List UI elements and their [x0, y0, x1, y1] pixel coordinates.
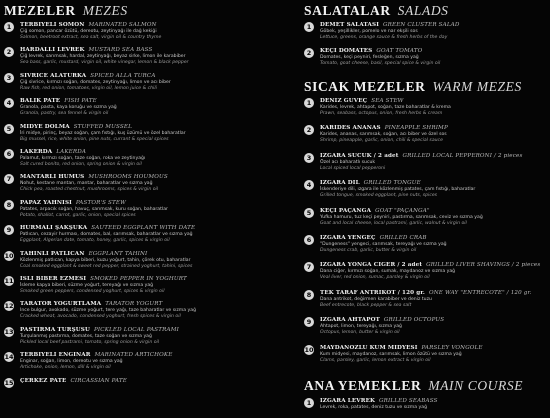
menu-item: [4, 352, 276, 377]
item-number-badge: 2: [304, 125, 314, 135]
item-description-en: Clams, parsley, garlic, lemon extract & virgin oil: [320, 357, 431, 363]
item-name-en: FISH PÂTÉ: [64, 98, 97, 105]
item-text: [320, 208, 544, 227]
item-name-tr: SİVRİCE ALATURKA: [20, 72, 87, 79]
item-number-badge: 6: [4, 149, 14, 159]
item-description: Çiğ somon, pancar özütü, dereotu, zeytinyağı ile dağ kekiği: [20, 29, 157, 34]
item-name-tr: İSLİ BİBER EZMESİ: [20, 276, 87, 282]
item-name-en: MARINATED SALMON: [88, 22, 157, 28]
item-name-en: SAUTEED EGGPLANT WITH DATE: [91, 225, 196, 232]
item-description-en: Local spiced local pepperoni: [320, 165, 386, 171]
item-number-badge: 2: [4, 47, 14, 57]
item-name: [20, 22, 276, 29]
salads-title: [304, 2, 449, 20]
menu-item: [304, 208, 544, 235]
item-text: [20, 98, 276, 117]
item-text: [320, 153, 544, 172]
item-description-en: Eggplant, Algerian date, tomato, honey, garlic, spices & virgin oil: [20, 238, 170, 244]
mezes-title: [4, 2, 128, 20]
item-description-en: Smoked green peppers, condensed yoghurt, spices & virgin oil: [20, 289, 165, 294]
item-name: [20, 124, 276, 131]
item-text: [320, 48, 544, 67]
item-number-badge: 3: [304, 153, 314, 163]
item-number-badge: 1: [304, 398, 314, 408]
item-name: [320, 22, 544, 29]
item-number-badge: 1: [4, 22, 14, 32]
item-description: İri midye, pirinç, beyaz soğan, çam fıstığı, kuş üzümü ve özel baharatlar: [20, 130, 186, 136]
menu-item: [4, 124, 276, 149]
item-name-en: GRILLED TONGUE: [363, 180, 421, 187]
item-name-tr: TERBİYELİ ENGİNAR: [20, 352, 91, 359]
item-name: [320, 98, 544, 105]
item-number-badge: 3: [4, 73, 14, 83]
item-name-en: EGGPLANT TAHINI: [88, 250, 148, 257]
item-name-en: GREEN CLUSTER SALAD: [382, 22, 460, 28]
menu-item: [4, 378, 276, 403]
item-description: Ahtapot, limon, tereyağı, sızma yağ: [320, 324, 402, 330]
item-text: [20, 174, 276, 193]
item-name-en: SEA STEW: [371, 98, 404, 104]
menu-item: [4, 47, 276, 72]
item-description-en: Big mussel, rice, white onion, pine nuts, currant & special spices: [20, 136, 169, 142]
mezes-title-en: MEZES: [82, 3, 128, 18]
item-name-en: CIRCASSIAN PÂTÉ: [70, 377, 127, 384]
item-name-tr: TERBİYELİ SOMON: [20, 22, 85, 28]
item-text: [320, 98, 544, 117]
item-name-en: PINEAPPLE SHRIMP: [384, 125, 448, 132]
item-name-tr: TARATOR YOĞURTLAMA: [20, 301, 102, 308]
item-name-en: STUFFED MUSSEL: [73, 123, 132, 130]
item-description: Karides, ananas, sarımsak, soğan, acı biber ve özel sos: [320, 132, 447, 138]
menu-item: [4, 251, 276, 276]
item-description-en: Veal liver, red onion, sumac, parsley & virgin oil: [320, 275, 430, 281]
item-name-tr: MANTARLI HUMUS: [20, 174, 85, 181]
item-number-badge: 12: [4, 302, 14, 311]
item-name-tr: TEK TARAF ANTRİKOT / 120 gr.: [320, 289, 426, 296]
item-description-en: Potato, shallot, carrot, garlic, onion, special spices: [20, 212, 136, 218]
item-name-en: TARATOR YOĞURT: [105, 301, 163, 308]
item-name: [320, 48, 544, 55]
item-name-en: PICKLED LOCAL PASTRAMI: [94, 326, 179, 333]
menu-item: [4, 301, 276, 326]
item-text: [20, 225, 276, 244]
item-number-badge: 4: [304, 180, 314, 190]
item-name: [320, 345, 544, 352]
item-number-badge: 10: [304, 345, 314, 354]
item-description: Ince bulgur, avokado, süzme yoğurt, tere yağı, taze baharatlar ve sızma yağ: [20, 308, 196, 314]
item-name-tr: IZGARA YENGEÇ: [320, 235, 376, 241]
item-description-en: Salt cured bonito, red onion, spring onion & virgin oil: [20, 162, 142, 167]
item-name: [20, 200, 276, 207]
menu-item: [304, 48, 544, 74]
item-name: [320, 235, 544, 242]
item-description: İsleme kapya biberi, süzme yoğurt, tereyağı ve sızma yağ: [20, 283, 154, 288]
item-text: [20, 276, 276, 295]
item-text: [320, 22, 544, 41]
item-text: [20, 251, 276, 270]
main-course-title-en: MAIN COURSE: [428, 378, 524, 393]
item-number-badge: 15: [4, 378, 14, 387]
item-text: [320, 398, 544, 411]
menu-item: [304, 22, 544, 48]
item-text: [320, 125, 544, 144]
item-number-badge: 5: [4, 124, 14, 134]
item-text: [20, 22, 276, 41]
item-name-tr: PASTIRMA TURŞUSU: [20, 326, 91, 333]
item-name-en: SPICED ALLA TURCA: [90, 72, 156, 79]
main-course-list: [304, 398, 544, 410]
item-name-tr: IZGARA DİL: [320, 180, 360, 187]
item-name-en: GRILLED CRAB: [379, 235, 427, 241]
item-number-badge: 2: [304, 48, 314, 58]
item-name-tr: DENİZ GÜVEÇ: [320, 98, 368, 104]
item-number-badge: 1: [304, 98, 314, 108]
item-text: [20, 47, 276, 66]
item-description: Kum midyesi, maydanoz, sarımsak, limon özütü ve sızma yağ: [320, 351, 462, 357]
menu-item: [304, 98, 544, 125]
mezes-list: [4, 22, 276, 410]
menu-item: [304, 125, 544, 152]
item-name-tr: MİDYE DOLMA: [20, 123, 70, 130]
item-text: [320, 235, 544, 254]
menu-item: [304, 235, 544, 262]
item-name-en: SMOKED PEPPER IN YOGHURT: [90, 276, 187, 282]
item-name-tr: BALIK PATE: [20, 98, 61, 105]
menu-item: [4, 98, 276, 123]
salads-list: [304, 22, 544, 82]
item-name-tr: KEÇİ PAÇANGA: [320, 207, 372, 214]
item-name: [20, 276, 276, 283]
item-name-en: GOAT TOMATO: [376, 48, 423, 54]
item-text: [20, 73, 276, 92]
item-name-tr: HARDALLI LEVREK: [20, 47, 85, 54]
item-description: Karides, levrek, ahtapot, soğan, taze baharatlar & krema: [320, 105, 451, 110]
item-description-en: Lettuce, greens, orange sauce & fresh herbs of the day: [320, 35, 448, 40]
item-name-en: GRILLED SEABASS: [379, 398, 438, 404]
item-text: [20, 378, 276, 385]
item-description: Çiğ sivrice, kırmızı soğan, domates, zeytinyağı, limon ve acı biber: [20, 79, 171, 85]
item-description-en: Coal smoked eggplant & sweet red pepper, strained yoghurt, tahini, spices: [20, 263, 193, 269]
item-number-badge: 6: [304, 235, 314, 245]
item-description-en: Artichoke, onion, lemon, dill & virgin oil: [20, 365, 111, 371]
item-name-tr: IZGARA YONGA CİĞER / 2 adet: [320, 262, 423, 269]
item-text: [20, 327, 276, 346]
item-name: [320, 398, 544, 405]
menu-item: [4, 327, 276, 352]
item-name-tr: PAPAZ YAHNİSİ: [20, 199, 72, 206]
item-text: [20, 301, 276, 320]
item-name: [20, 251, 276, 258]
item-name-tr: KEÇİ DOMATES: [320, 48, 373, 54]
item-description: Dana ciğer, kırmızı soğan, sumak, maydanoz ve sızma yağ: [320, 269, 456, 275]
item-number-badge: 14: [4, 353, 14, 362]
item-description-en: Chick pea, roasted chestnut, mushrooms, spices & virgin oil: [20, 187, 159, 193]
menu-item: [304, 398, 544, 418]
menu-item: [4, 174, 276, 199]
item-description: "Dungeness" yengeci, sarımsak, tereyağı ve sızma yağ: [320, 242, 447, 247]
item-description: Göbek, yeşillikler, pomelo ve nar ekşili sos: [320, 29, 418, 34]
menu-item: [304, 317, 544, 344]
item-description-en: Dungeness crab, garlic, butter & virgin oil: [320, 248, 417, 253]
menu-item: [4, 73, 276, 98]
item-description: Dana antrikot, değirmen karabiber ve deniz tuzu: [320, 296, 432, 302]
item-description-en: Pickled local beef pastrami, tomato, spring onion & virgin oil: [20, 339, 160, 345]
item-description: Özel acı baharatlı sucuk: [320, 159, 376, 165]
item-description: Enginar, soğan, limon, dereotu ve sızma yağ: [20, 359, 123, 365]
item-description-en: Tomato, goat cheese, basil, special spice & virgin oil: [320, 61, 441, 66]
item-number-badge: 10: [4, 251, 14, 260]
item-description: Granola, pasta, kaya koruğu ve sızma yağ: [20, 105, 117, 111]
item-name-en: GRILLED LOCAL PEPPERONI / 2 pieces: [402, 152, 523, 159]
item-name-tr: IZGARA LEVREK: [320, 398, 376, 404]
item-description: Levrek, roka, patates, deniz tuzu ve sızma yağ: [320, 405, 428, 410]
item-description: Közlenmiş patlıcan, kapya biberi, kuzu yoğurt, tahin, çörek otu, baharatlar: [20, 257, 191, 263]
warm-mezes-title-en: WARM MEZES: [432, 79, 522, 94]
item-name-tr: TAHİNLİ PATLICAN: [20, 250, 85, 257]
item-text: [320, 290, 544, 309]
item-name-tr: IZGARA SUCUK / 2 adet: [320, 152, 399, 159]
item-description: Patates, arpacık soğan, havuç, sarımsak, kuru soğan, baharatlar: [20, 206, 168, 212]
item-text: [20, 352, 276, 371]
menu-item: [304, 345, 544, 372]
warm-mezes-title-tr: SICAK MEZELER: [304, 79, 426, 94]
item-text: [320, 317, 544, 336]
item-name-en: LAKERDA: [56, 149, 87, 155]
item-name: [20, 378, 276, 385]
item-number-badge: 1: [304, 22, 314, 32]
item-description: Domates, keçi peyniri, fesleğen, sızma yağ: [320, 55, 419, 60]
item-name-en: GOAT "PAÇANGA": [375, 207, 430, 214]
item-text: [320, 262, 544, 281]
salads-title-tr: SALATALAR: [304, 3, 391, 18]
item-description-en: Goat and local cheese, local pastrami, garlic, walnut & virgin oil: [320, 220, 467, 226]
mezes-title-tr: MEZELER: [4, 3, 76, 18]
item-name: [20, 149, 276, 156]
warm-mezes-list: [304, 98, 544, 374]
item-name: [20, 73, 276, 80]
item-name-tr: LAKERDA: [20, 149, 53, 155]
menu-item: [304, 180, 544, 207]
item-name-en: MUSTARD SEA BASS: [88, 47, 153, 54]
item-name-en: MUSHROOMS HOUMOUS: [88, 174, 168, 181]
item-text: [20, 124, 276, 143]
item-description: Turşulanmış pastırma, domates, taze soğan ve sızma yağ: [20, 333, 152, 339]
item-description-en: Octopus, lemon, butter & virgin oil: [320, 330, 400, 336]
main-course-title: [304, 377, 523, 395]
item-number-badge: 9: [304, 317, 314, 327]
item-text: [20, 149, 276, 168]
item-name-tr: ÇERKEZ PATE: [20, 377, 67, 384]
menu-item: [4, 149, 276, 174]
item-description-en: Grilled tongue, smoked eggplant, pine nuts, spices: [320, 193, 438, 199]
menu-item: [304, 290, 544, 317]
item-text: [320, 180, 544, 199]
item-number-badge: 7: [304, 262, 314, 272]
item-description-en: Granola, pastry, sea fennel & virgin oil: [20, 111, 109, 117]
menu-item: [4, 200, 276, 225]
item-number-badge: 7: [4, 174, 14, 184]
item-description-en: Shrimp, pineapple, garlic, onion, chili & special sauce: [320, 138, 443, 144]
item-number-badge: 8: [304, 290, 314, 300]
item-number-badge: 13: [4, 327, 14, 336]
item-name: [20, 327, 276, 334]
item-description: Nohut, kestane mantarı, mantar, baharatlar ve sızma yağ: [20, 181, 153, 187]
item-description-en: Salmon, beetroot extract, sea salt, virgin oil & country thyme: [20, 35, 162, 40]
item-name-en: PASTOR'S STEW: [75, 199, 127, 206]
item-name-tr: HURMALI ŞAKŞUKA: [20, 225, 88, 232]
warm-mezes-title: [304, 78, 522, 96]
item-description: Palamut, kırmızı soğan, taze soğan, roka ve zeytinyağı: [20, 156, 146, 161]
main-course-title-tr: ANA YEMEKLER: [304, 378, 422, 393]
menu-item: [304, 262, 544, 289]
menu-item: [4, 22, 276, 47]
item-description: İskenderiye dili, ızgara ile közlenmiş patates, çam fıstığı, baharatlar: [320, 187, 476, 193]
item-name-tr: MAYDANOZLU KUM MİDYESİ: [320, 344, 418, 351]
item-description: Yufka hamuru, tuz keçi peyniri, pastırma, sarımsak, ceviz ve sızma yağ: [320, 214, 483, 220]
item-name-en: ONE WAY "ENTRECOTE" / 120 gr.: [429, 289, 532, 296]
item-name-tr: DEMET SALATASI: [320, 22, 379, 28]
item-description-en: Prawn, seabass, octopus, onion, fresh herbs & cream: [320, 111, 443, 116]
item-name-en: MARINATED ARTICHOKE: [94, 352, 173, 359]
item-name-tr: KARİDES ANANAS: [320, 125, 381, 132]
menu-item: [4, 276, 276, 301]
menu-item: [4, 225, 276, 250]
item-name-en: GRILLED OCTOPUS: [383, 317, 445, 324]
item-number-badge: 9: [4, 225, 14, 235]
item-name: [320, 208, 544, 215]
item-description-en: Raw fish, red onion, tomatoes, virgin oil, lemon juice & chili: [20, 85, 157, 91]
item-description: Çiğ levrek, sarımsak, hardal, zeytinyağı, beyaz sirke, limon ile karabiber: [20, 54, 186, 60]
item-description-en: Beef entrecote, black pepper & sea salt: [320, 302, 412, 308]
salads-title-en: SALADS: [397, 3, 449, 18]
item-name: [320, 290, 544, 297]
item-description-en: Sea bass, garlic, mustard, virgin oil, white vinegar, lemon & black pepper: [20, 60, 189, 66]
item-name-en: PARSLEY VONGOLE: [421, 344, 483, 351]
item-text: [320, 345, 544, 364]
item-description-en: Cracked wheat, avocado, condensed yoghurt, fresh spices & virgin oil: [20, 314, 181, 320]
item-number-badge: 4: [4, 98, 14, 108]
menu-item: [304, 153, 544, 180]
item-text: [20, 200, 276, 219]
item-description: Patlıcan, cezayir hurması, domates, bal, sarımsak, baharatlar ve sızma yağ: [20, 232, 193, 238]
item-name-en: GRILLED LIVER SHAVINGS / 2 pieces: [426, 262, 541, 269]
item-number-badge: 5: [304, 208, 314, 218]
item-number-badge: 11: [4, 277, 14, 285]
item-name-tr: IZGARA AHTAPOT: [320, 317, 380, 324]
item-name: [320, 153, 544, 160]
item-number-badge: 8: [4, 200, 14, 210]
